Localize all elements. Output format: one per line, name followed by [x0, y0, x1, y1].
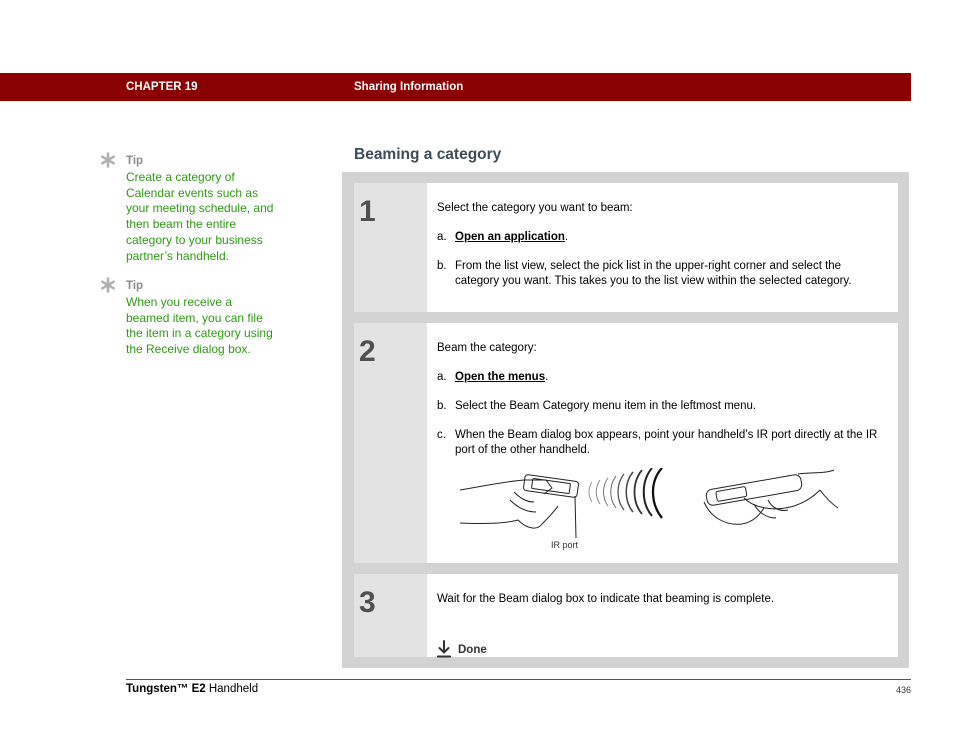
step-intro: Select the category you want to beam: — [437, 202, 633, 214]
section-title: Beaming a category — [354, 146, 502, 163]
substep-b — [437, 399, 888, 414]
step-intro: Wait for the Beam dialog box to indicate that beaming is complete. — [437, 593, 775, 605]
asterisk-icon — [100, 152, 116, 168]
beaming-illustration — [454, 468, 844, 553]
substep-text: Select the Beam Category menu item in the leftmost menu. — [455, 400, 757, 412]
substep-b — [437, 259, 888, 288]
product-name: Tungsten™ E2 — [126, 683, 206, 695]
down-arrow-icon — [437, 640, 451, 658]
ir-port-pointer — [575, 496, 576, 538]
step-intro: Beam the category: — [437, 342, 537, 354]
step-3 — [354, 574, 898, 657]
substep-letter: a. — [437, 371, 447, 383]
ir-beam — [589, 482, 592, 502]
substep-a — [437, 370, 888, 385]
substep-c — [437, 428, 888, 457]
substep-letter: a. — [437, 231, 447, 243]
substep-punct: . — [564, 231, 569, 243]
open-the-menus-link[interactable]: Open the menus — [455, 371, 546, 383]
step-number-cell — [354, 183, 427, 312]
steps-panel — [342, 172, 909, 668]
substep-a — [437, 230, 888, 245]
tip-text: When you receive a beamed item, you can file the item in a category using the Receive dialog box. — [126, 295, 273, 357]
done-label: Done — [458, 644, 487, 656]
chapter-label: CHAPTER 19 — [126, 81, 198, 93]
page-number: 436 — [895, 685, 911, 695]
footer-product — [126, 683, 258, 695]
substep-letter: b. — [437, 260, 447, 272]
section-label: Sharing Information — [354, 81, 464, 93]
chapter-header-bar — [0, 73, 911, 101]
substep-punct: . — [545, 371, 549, 383]
step-number-cell — [354, 323, 427, 563]
substep-text: From the list view, select the pick list in the upper-right corner and select the category you want. This takes you to the list view within the selected category. — [455, 260, 852, 287]
substep-letter: b. — [437, 400, 447, 412]
left-hand-lower — [460, 506, 558, 528]
product-suffix: Handheld — [205, 683, 259, 695]
figure-caption: IR port — [551, 540, 579, 550]
step-number-cell — [354, 574, 427, 657]
tip-label: Tip — [126, 155, 144, 167]
substep-letter: c. — [437, 429, 446, 441]
tip-label: Tip — [126, 280, 144, 292]
footer-divider — [126, 679, 911, 680]
step-number: 2 — [359, 335, 376, 368]
asterisk-icon — [100, 277, 116, 293]
step-2 — [354, 323, 898, 563]
step-number: 3 — [359, 586, 376, 619]
step-number: 1 — [359, 195, 376, 228]
substep-text: When the Beam dialog box appears, point your handheld’s IR port directly at the IR port of the other handheld. — [455, 429, 878, 456]
open-an-application-link[interactable]: Open an application — [455, 231, 565, 243]
step-1 — [354, 183, 898, 312]
tip-text: Create a category of Calendar events such as your meeting schedule, and then beam the entire category to your business partner’s handheld. — [126, 170, 274, 263]
